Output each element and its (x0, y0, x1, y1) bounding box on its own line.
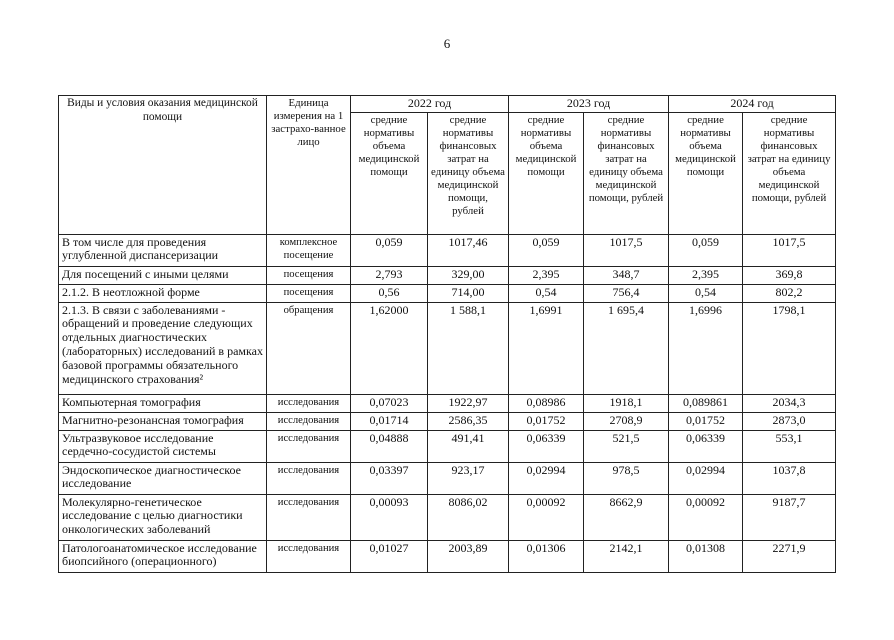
row-name: 2.1.3. В связи с заболеваниями - обращений и проведение следующих отдельных диагностических (лабораторных) исследований в рамках базовой программы обязательного медицинского страхования² (59, 302, 267, 394)
row-name: Патологоанатомическое исследование биопсийного (операционного) (59, 540, 267, 572)
row-name: Для посещений с иными целями (59, 266, 267, 284)
row-cost-2023: 756,4 (584, 284, 669, 302)
header-year-2023: 2023 год (509, 96, 669, 113)
row-volume-2023: 0,00092 (509, 494, 584, 540)
row-cost-2024: 553,1 (743, 430, 836, 462)
row-volume-2024: 0,01308 (669, 540, 743, 572)
row-cost-2022: 2003,89 (428, 540, 509, 572)
row-volume-2022: 0,56 (351, 284, 428, 302)
row-volume-2022: 0,00093 (351, 494, 428, 540)
row-volume-2024: 0,059 (669, 234, 743, 266)
row-unit: посещения (267, 284, 351, 302)
table-row (59, 494, 836, 540)
row-cost-2022: 329,00 (428, 266, 509, 284)
header-year-2022: 2022 год (351, 96, 509, 113)
norms-table (58, 95, 836, 573)
row-unit: исследования (267, 394, 351, 412)
row-cost-2023: 2708,9 (584, 412, 669, 430)
page-number: 6 (443, 36, 451, 51)
row-cost-2022: 491,41 (428, 430, 509, 462)
table-row (59, 462, 836, 494)
table-row (59, 430, 836, 462)
table-row (59, 284, 836, 302)
row-cost-2023: 8662,9 (584, 494, 669, 540)
row-volume-2024: 0,02994 (669, 462, 743, 494)
row-volume-2024: 1,6996 (669, 302, 743, 394)
row-volume-2022: 0,059 (351, 234, 428, 266)
row-name: Ультразвуковое исследование сердечно-сосудистой системы (59, 430, 267, 462)
row-cost-2023: 348,7 (584, 266, 669, 284)
row-volume-2024: 0,01752 (669, 412, 743, 430)
row-cost-2023: 1017,5 (584, 234, 669, 266)
row-volume-2022: 1,62000 (351, 302, 428, 394)
row-volume-2022: 2,793 (351, 266, 428, 284)
row-volume-2023: 0,02994 (509, 462, 584, 494)
row-cost-2023: 1 695,4 (584, 302, 669, 394)
row-unit: исследования (267, 412, 351, 430)
row-volume-2024: 0,089861 (669, 394, 743, 412)
row-volume-2023: 0,08986 (509, 394, 584, 412)
row-volume-2023: 0,059 (509, 234, 584, 266)
row-cost-2024: 2271,9 (743, 540, 836, 572)
table-row (59, 234, 836, 266)
header-type: Виды и условия оказания медицинской помощи (59, 96, 267, 235)
row-volume-2023: 0,01752 (509, 412, 584, 430)
row-cost-2024: 1037,8 (743, 462, 836, 494)
row-cost-2022: 1017,46 (428, 234, 509, 266)
row-volume-2022: 0,01027 (351, 540, 428, 572)
header-year-2024: 2024 год (669, 96, 836, 113)
header-unit: Единица измерения на 1 застрахо-ванное лицо (267, 96, 351, 235)
row-cost-2024: 2034,3 (743, 394, 836, 412)
row-cost-2022: 1922,97 (428, 394, 509, 412)
row-name: Молекулярно-генетическое исследование с целью диагностики онкологических заболеваний (59, 494, 267, 540)
row-cost-2024: 802,2 (743, 284, 836, 302)
row-unit: посещения (267, 266, 351, 284)
row-name: Магнитно-резонансная томография (59, 412, 267, 430)
row-cost-2023: 978,5 (584, 462, 669, 494)
row-volume-2024: 2,395 (669, 266, 743, 284)
row-name: Компьютерная томография (59, 394, 267, 412)
row-volume-2024: 0,54 (669, 284, 743, 302)
row-unit: исследования (267, 494, 351, 540)
row-volume-2024: 0,06339 (669, 430, 743, 462)
row-volume-2023: 1,6991 (509, 302, 584, 394)
header-cost-2023: средние нормативы финансовых затрат на единицу объема медицинской помощи, рублей (584, 112, 669, 234)
header-volume-2023: средние нормативы объема медицинской помощи (509, 112, 584, 234)
row-volume-2023: 0,54 (509, 284, 584, 302)
row-cost-2024: 9187,7 (743, 494, 836, 540)
table-row (59, 302, 836, 394)
row-cost-2024: 2873,0 (743, 412, 836, 430)
table-row (59, 412, 836, 430)
row-unit: исследования (267, 462, 351, 494)
header-cost-2022: средние нормативы финансовых затрат на единицу объема медицинской помощи, рублей (428, 112, 509, 234)
row-unit: исследования (267, 430, 351, 462)
row-cost-2023: 2142,1 (584, 540, 669, 572)
row-cost-2022: 1 588,1 (428, 302, 509, 394)
row-cost-2024: 1798,1 (743, 302, 836, 394)
row-cost-2022: 714,00 (428, 284, 509, 302)
row-name: Эндоскопическое диагностическое исследование (59, 462, 267, 494)
row-cost-2024: 1017,5 (743, 234, 836, 266)
header-volume-2022: средние нормативы объема медицинской помощи (351, 112, 428, 234)
table-row (59, 540, 836, 572)
row-volume-2022: 0,04888 (351, 430, 428, 462)
header-cost-2024: средние нормативы финансовых затрат на единицу объема медицинской помощи, рублей (743, 112, 836, 234)
row-cost-2022: 8086,02 (428, 494, 509, 540)
row-volume-2022: 0,01714 (351, 412, 428, 430)
row-name: 2.1.2. В неотложной форме (59, 284, 267, 302)
row-cost-2022: 923,17 (428, 462, 509, 494)
row-volume-2023: 0,06339 (509, 430, 584, 462)
row-volume-2024: 0,00092 (669, 494, 743, 540)
table-row (59, 266, 836, 284)
row-unit: исследования (267, 540, 351, 572)
row-unit: комплексное посещение (267, 234, 351, 266)
row-unit: обращения (267, 302, 351, 394)
row-volume-2023: 2,395 (509, 266, 584, 284)
row-cost-2024: 369,8 (743, 266, 836, 284)
row-cost-2022: 2586,35 (428, 412, 509, 430)
row-volume-2022: 0,07023 (351, 394, 428, 412)
row-volume-2022: 0,03397 (351, 462, 428, 494)
header-volume-2024: средние нормативы объема медицинской помощи (669, 112, 743, 234)
row-cost-2023: 521,5 (584, 430, 669, 462)
row-volume-2023: 0,01306 (509, 540, 584, 572)
row-name: В том числе для проведения углубленной диспансеризации (59, 234, 267, 266)
table-row (59, 394, 836, 412)
row-cost-2023: 1918,1 (584, 394, 669, 412)
